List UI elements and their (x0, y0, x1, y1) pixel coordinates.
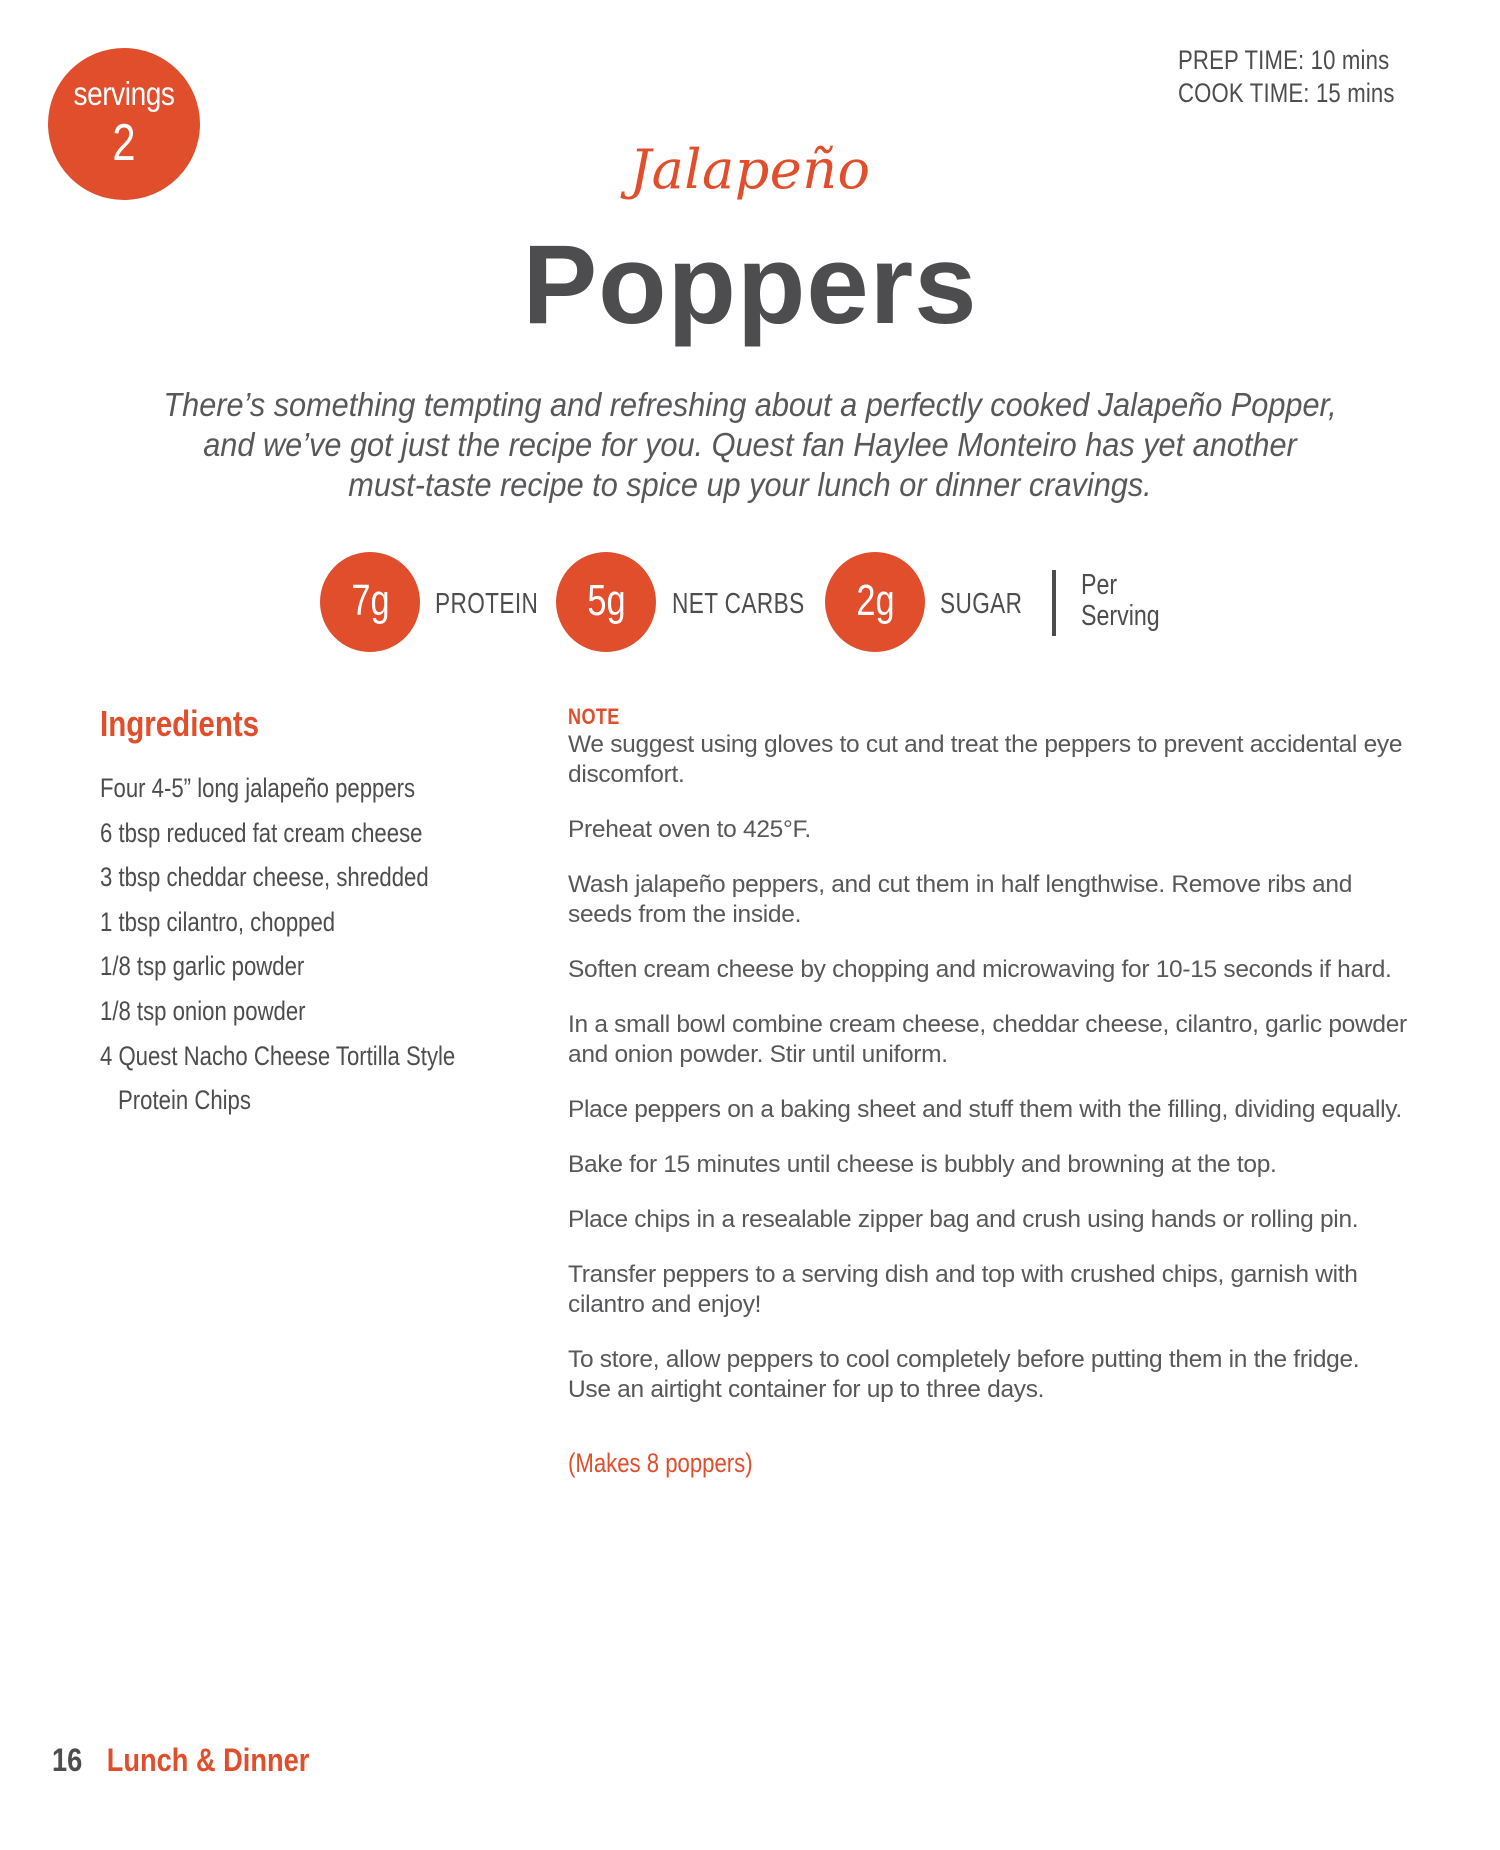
direction-step: Transfer peppers to a serving dish and top with crushed chips, garnish with cilantro and enjoy! (568, 1261, 1358, 1318)
direction-step: In a small bowl combine cream cheese, cheddar cheese, cilantro, garlic powder and onion powder. Stir until uniform. (568, 1011, 1407, 1068)
intro-line: must-taste recipe to spice up your lunch or dinner cravings. (348, 466, 1152, 503)
servings-value: 2 (112, 114, 136, 172)
ingredient-item: 1/8 tsp garlic powder (100, 951, 305, 982)
page-footer (52, 1742, 309, 1779)
note-label: NOTE (568, 704, 620, 729)
direction-step: Preheat oven to 425°F. (568, 816, 811, 843)
ingredient-item: 1 tbsp cilantro, chopped (100, 906, 336, 937)
prep-time: PREP TIME: 10 mins (1178, 45, 1390, 75)
ingredient-item: 6 tbsp reduced fat cream cheese (100, 817, 423, 848)
ingredient-item-continuation (100, 1078, 455, 1123)
intro-paragraph (146, 385, 1355, 505)
protein-value: 7g (350, 576, 390, 625)
direction-step: Place peppers on a baking sheet and stuff them with the filling, dividing equally. (568, 1096, 1402, 1123)
direction-step: Soften cream cheese by chopping and microwaving for 10-15 seconds if hard. (568, 956, 1392, 983)
ingredient-item: 3 tbsp cheddar cheese, shredded (100, 862, 429, 893)
ingredient-item: 1/8 tsp onion powder (100, 995, 306, 1026)
ingredient-item: Four 4-5” long jalapeño peppers (100, 773, 416, 803)
protein-label: PROTEIN (435, 588, 539, 620)
ingredients-heading: Ingredients (100, 703, 260, 744)
sugar-badge (825, 552, 925, 652)
directions (568, 704, 1408, 1479)
sugar-value: 2g (855, 576, 895, 625)
note-text: We suggest using gloves to cut and treat the peppers to prevent accidental eye discomfort. (568, 731, 1403, 788)
recipe-subtitle: Jalapeño (629, 138, 871, 201)
direction-step: Bake for 15 minutes until cheese is bubbly and browning at the top. (568, 1151, 1277, 1178)
intro-line: and we’ve got just the recipe for you. Quest fan Haylee Monteiro has yet another (203, 426, 1297, 463)
protein-badge (320, 552, 420, 652)
cook-time: COOK TIME: 15 mins (1178, 78, 1395, 108)
divider (1052, 570, 1056, 636)
section-name: Lunch & Dinner (106, 1742, 310, 1778)
net-carbs-value: 5g (586, 576, 626, 625)
yield-note: (Makes 8 poppers) (568, 1448, 753, 1478)
nutrition-bar (0, 552, 1500, 652)
direction-step: Wash jalapeño peppers, and cut them in half lengthwise. Remove ribs and seeds from the inside. (568, 871, 1353, 928)
recipe-title: Poppers (522, 222, 978, 347)
sugar-label: SUGAR (940, 588, 1023, 620)
page-number: 16 (52, 1742, 83, 1778)
intro-line: There’s something tempting and refreshing about a perfectly cooked Jalapeño Popper, (163, 386, 1337, 423)
per-serving-label (1081, 570, 1160, 632)
serving-label: Serving (1081, 600, 1160, 632)
direction-step: To store, allow peppers to cool completely before putting them in the fridge. Use an airtight container for up to three days. (568, 1346, 1360, 1403)
ingredient-item: 4 Quest Nacho Cheese Tortilla Style (100, 1040, 456, 1071)
per-label: Per (1081, 569, 1118, 601)
net-carbs-label: NET CARBS (672, 588, 805, 620)
servings-label: servings (73, 75, 175, 112)
ingredients-list (100, 766, 533, 1123)
direction-step: Place chips in a resealable zipper bag and crush using hands or rolling pin. (568, 1206, 1359, 1233)
time-info (1178, 44, 1395, 110)
net-carbs-badge (556, 552, 656, 652)
ingredient-continuation-text: Protein Chips (118, 1085, 251, 1116)
